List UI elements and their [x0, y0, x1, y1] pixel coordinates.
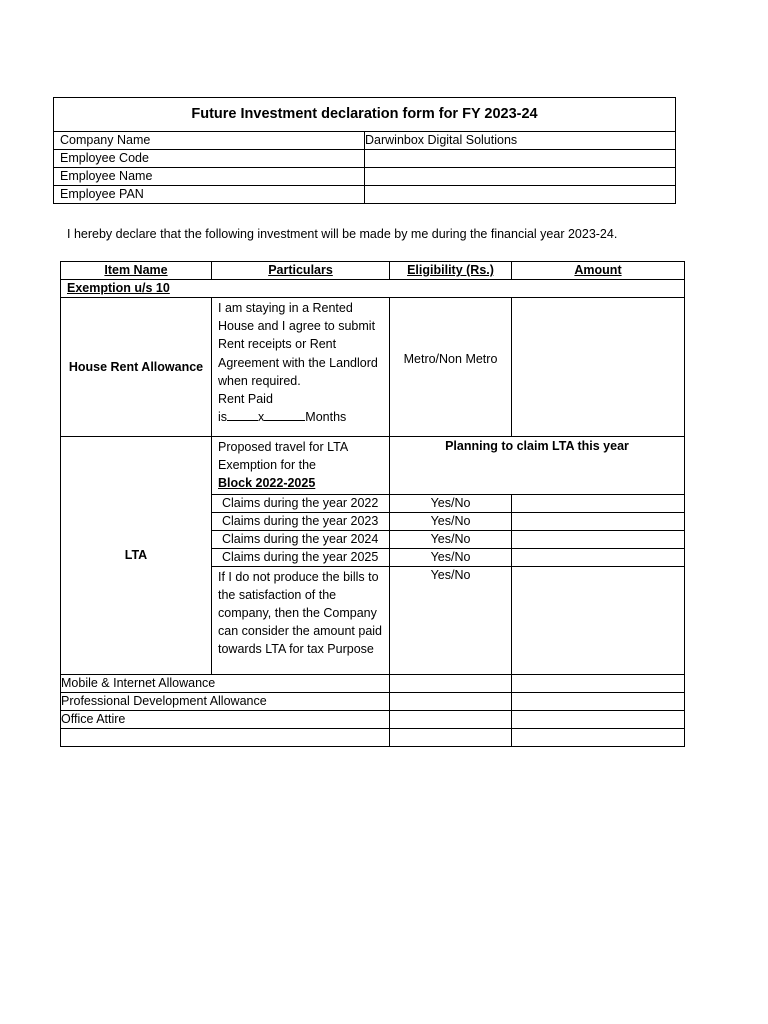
claim-2024-amount[interactable] — [512, 530, 685, 548]
lta-note-amount[interactable] — [512, 566, 685, 674]
col-eligibility: Eligibility (Rs.) — [390, 262, 512, 280]
investment-table — [60, 261, 685, 747]
employee-code-label: Employee Code — [54, 150, 365, 168]
form-title: Future Investment declaration form for FY 2023-24 — [54, 98, 676, 132]
claim-2022-label: Claims during the year 2022 — [212, 494, 390, 512]
office-attire: Office Attire — [61, 710, 390, 728]
employee-name-label: Employee Name — [54, 168, 365, 186]
col-amount: Amount — [512, 262, 685, 280]
mobile-internet-eligibility[interactable] — [390, 674, 512, 692]
lta-name: LTA — [61, 437, 212, 675]
col-item-name: Item Name — [61, 262, 212, 280]
company-name-value: Darwinbox Digital Solutions — [365, 132, 676, 150]
empty-amount[interactable] — [512, 728, 685, 746]
lta-note-value[interactable]: Yes/No — [390, 566, 512, 674]
lta-block: Block 2022-2025 — [218, 476, 316, 491]
declaration-text: I hereby declare that the following investment will be made by me during the financial year 2023-24. — [67, 227, 618, 241]
rent-x: x — [258, 410, 265, 425]
hra-eligibility: Metro/Non Metro — [390, 298, 512, 437]
claim-2023-amount[interactable] — [512, 512, 685, 530]
company-name-label: Company Name — [54, 132, 365, 150]
lta-planning: Planning to claim LTA this year — [390, 437, 685, 495]
rent-is: is — [218, 410, 228, 425]
office-attire-eligibility[interactable] — [390, 710, 512, 728]
claim-2024-label: Claims during the year 2024 — [212, 530, 390, 548]
employee-name-field[interactable] — [365, 168, 676, 186]
header-table — [53, 97, 676, 204]
claim-2024-value[interactable]: Yes/No — [390, 530, 512, 548]
claim-2025-amount[interactable] — [512, 548, 685, 566]
claim-2025-label: Claims during the year 2025 — [212, 548, 390, 566]
rent-amount-blank[interactable] — [227, 408, 258, 421]
rent-months-blank[interactable] — [264, 408, 305, 421]
hra-particulars — [212, 298, 390, 437]
col-particulars: Particulars — [212, 262, 390, 280]
professional-development-amount[interactable] — [512, 692, 685, 710]
hra-amount[interactable] — [512, 298, 685, 437]
claim-2023-value[interactable]: Yes/No — [390, 512, 512, 530]
employee-pan-label: Employee PAN — [54, 186, 365, 204]
rent-paid-label: Rent Paid — [218, 392, 273, 407]
empty-allowance-row[interactable] — [61, 728, 390, 746]
rent-months: Months — [305, 410, 347, 425]
section-exemption: Exemption u/s 10 — [61, 280, 685, 298]
lta-proposed — [212, 437, 390, 495]
hra-name: House Rent Allowance — [61, 298, 212, 437]
mobile-internet-allowance: Mobile & Internet Allowance — [61, 674, 390, 692]
lta-note: If I do not produce the bills to the satisfaction of the company, then the Company can consider the amount paid towards LTA for tax Purpose — [212, 566, 390, 674]
office-attire-amount[interactable] — [512, 710, 685, 728]
employee-pan-field[interactable] — [365, 186, 676, 204]
claim-2023-label: Claims during the year 2023 — [212, 512, 390, 530]
mobile-internet-amount[interactable] — [512, 674, 685, 692]
professional-development-eligibility[interactable] — [390, 692, 512, 710]
professional-development-allowance: Professional Development Allowance — [61, 692, 390, 710]
claim-2022-amount[interactable] — [512, 494, 685, 512]
employee-code-field[interactable] — [365, 150, 676, 168]
empty-eligibility[interactable] — [390, 728, 512, 746]
lta-proposed-text: Proposed travel for LTA Exemption for the — [218, 440, 348, 473]
hra-text: I am staying in a Rented House and I agree to submit Rent receipts or Rent Agreement with the Landlord when required. — [218, 301, 378, 388]
claim-2022-value[interactable]: Yes/No — [390, 494, 512, 512]
claim-2025-value[interactable]: Yes/No — [390, 548, 512, 566]
